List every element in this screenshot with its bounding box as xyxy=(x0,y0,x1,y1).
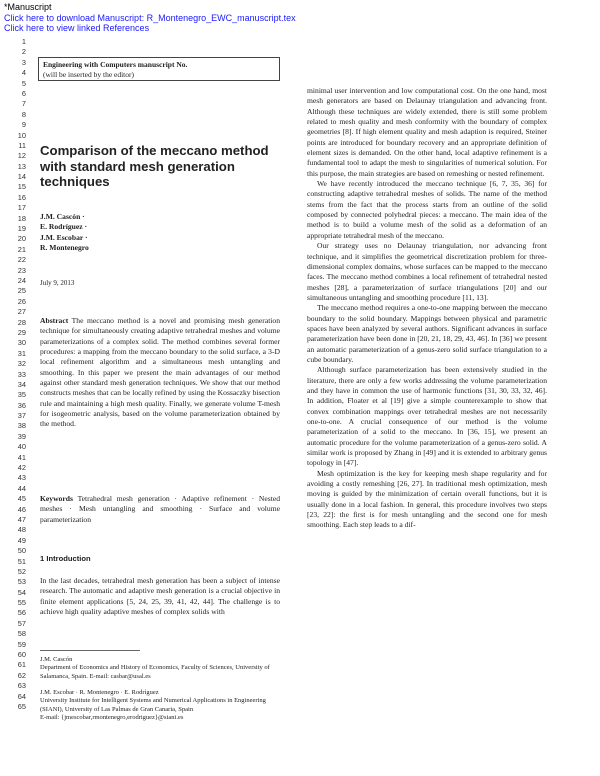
line-number: 42 xyxy=(17,463,26,473)
line-number: 32 xyxy=(17,359,26,369)
line-number: 34 xyxy=(17,379,26,389)
line-number: 11 xyxy=(18,140,26,150)
line-number: 33 xyxy=(17,369,26,379)
line-number: 49 xyxy=(17,535,26,545)
affiliation-second xyxy=(40,689,285,723)
paragraph: Our strategy uses no Delaunay triangulation, nor advancing front technique, and it simplifies the geometrical discretization problem for three-dimensional complex domains, whose surfaces can be mapped to the meccano faces. The meccano method combines a local refinement of tetrahedral nested meshes [28], a parameterization of surface triangulations [20] and our simultaneous untangling and smoothing procedure [11, 13]. xyxy=(307,241,547,302)
footnote-rule xyxy=(40,650,140,651)
line-number: 18 xyxy=(17,213,26,223)
author-list xyxy=(40,212,89,254)
line-number: 28 xyxy=(17,317,26,327)
manuscript-label: *Manuscript xyxy=(4,2,52,12)
line-number: 56 xyxy=(17,608,26,618)
line-number: 22 xyxy=(17,255,26,265)
line-number: 41 xyxy=(17,452,26,462)
line-number: 50 xyxy=(17,546,26,556)
line-number: 27 xyxy=(17,307,26,317)
line-number: 19 xyxy=(17,224,26,234)
line-number: 23 xyxy=(17,265,26,275)
abstract xyxy=(40,316,280,430)
paragraph: We have recently introduced the meccano technique [6, 7, 35, 36] for constructing adaptive tetrahedral meshes of solids. The name of the method stems from the fact that the process starts from an outline of the solid composed by connected polyhedral pieces: a meccano. The main idea of the method is to build a volume mesh of the solid as a deformation of an appropriate tetrahedral mesh of the meccano. xyxy=(307,179,547,240)
line-number: 45 xyxy=(17,494,26,504)
line-number: 60 xyxy=(17,650,26,660)
line-number: 62 xyxy=(17,670,26,680)
line-number: 52 xyxy=(17,566,26,576)
journal-box xyxy=(38,57,280,81)
intro-paragraph: In the last decades, tetrahedral mesh generation has been a subject of intense research. The automatic and adaptive mesh generation is a crucial objective in finite element applications [5, 24, 25, 39, 41, 42, 44]. The challenge is to achieve high quality adaptive meshes of complex solids with xyxy=(40,576,280,617)
line-number: 2 xyxy=(21,47,26,57)
keywords-label: Keywords xyxy=(40,494,73,503)
line-number: 21 xyxy=(17,244,26,254)
paragraph: minimal user intervention and low computational cost. On the one hand, most mesh generators are based on Delaunay triangulation and advancing front. Although these techniques are widely extended, there is still some problem related to mesh quality and mesh conformity with the boundary of complex geometries [8]. If high element quality and mesh adaption is required, Steiner points are introduced for boundary recovery and an appropriate definition of element sizes is demanded. On the other hand, local adaptive refinement is a fundamental tool to adapt the mesh to singularities of numerical solution. For this purpose, the main strategies are based on remeshing or nested refinement. xyxy=(307,86,547,178)
section-heading: 1 Introduction xyxy=(40,554,91,563)
line-number: 39 xyxy=(17,431,26,441)
line-number: 31 xyxy=(17,348,26,358)
line-number: 20 xyxy=(17,234,26,244)
line-number: 37 xyxy=(17,411,26,421)
author: J.M. Escobar · xyxy=(40,232,88,242)
line-number: 47 xyxy=(17,514,26,524)
line-number: 26 xyxy=(17,296,26,306)
line-number: 65 xyxy=(17,702,26,711)
line-number: 58 xyxy=(17,629,26,639)
line-number: 44 xyxy=(17,483,26,493)
line-number: 51 xyxy=(17,556,26,566)
line-number: 36 xyxy=(17,400,26,410)
editor-note: (will be inserted by the editor) xyxy=(43,69,135,79)
line-number: 25 xyxy=(17,286,26,296)
line-number: 4 xyxy=(21,68,26,78)
line-number: 61 xyxy=(17,660,26,670)
line-number: 30 xyxy=(17,338,26,348)
right-column xyxy=(307,86,547,531)
author: R. Montenegro xyxy=(40,243,89,253)
paper-title: Comparison of the meccano method with standard mesh generation techniques xyxy=(40,143,269,189)
line-number: 16 xyxy=(17,192,26,202)
keywords-text: Tetrahedral mesh generation · Adaptive refinement · Nested meshes · Mesh untangling and smoothing · Surface and volume parameterization xyxy=(40,494,281,524)
manuscript-header xyxy=(4,2,296,34)
line-number: 9 xyxy=(21,120,26,130)
affiliation-text: J.M. Escobar · R. Montenegro · E. Rodríguez University Institute for Intelligent Systems and Numerical Applications in Engineering (SIANI), University of Las Palmas de Gran Canaria, Spain E-mail: {jmescobar,rmontenegro,erodriguez}@siani.es xyxy=(40,689,266,722)
line-number: 24 xyxy=(17,275,26,285)
line-number: 43 xyxy=(17,473,26,483)
line-number: 14 xyxy=(17,172,26,182)
paper-date: July 9, 2013 xyxy=(40,279,75,287)
journal-name: Engineering with Computers manuscript No. xyxy=(43,60,188,69)
line-number: 7 xyxy=(21,99,26,109)
abstract-label: Abstract xyxy=(40,316,69,325)
paragraph: The meccano method requires a one-to-one mapping between the meccano boundary to the solid boundary. Mappings between physical and parametric spaces have been analyzed by several authors. Significant advances in surface parameterization have been done in [20, 21, 18, 29, 43, 46]. In [36] we present an automatic parameterization of a genus-zero solid surface triangulation to a cube boundary. xyxy=(307,303,547,364)
line-number: 12 xyxy=(17,151,26,161)
line-number: 8 xyxy=(21,109,26,119)
line-number: 1 xyxy=(21,37,26,46)
line-number: 3 xyxy=(21,57,26,67)
line-number: 57 xyxy=(17,618,26,628)
line-number: 59 xyxy=(17,639,26,649)
line-number: 53 xyxy=(17,577,26,587)
affiliation-text: J.M. Cascón Department of Economics and History of Economics, Faculty of Sciences, University of Salamanca, Spain. E-mail: casbar@usal.es xyxy=(40,656,270,680)
line-number: 48 xyxy=(17,525,26,535)
line-number: 17 xyxy=(17,203,26,213)
author: E. Rodríguez · xyxy=(40,222,88,232)
affiliation-first xyxy=(40,656,285,681)
view-references-link[interactable]: Click here to view linked References xyxy=(4,23,150,33)
line-number: 15 xyxy=(17,182,26,192)
line-number: 38 xyxy=(17,421,26,431)
download-manuscript-link[interactable]: Click here to download Manuscript: R_Montenegro_EWC_manuscript.tex xyxy=(4,12,296,23)
line-number: 40 xyxy=(17,442,26,452)
line-number: 63 xyxy=(17,681,26,691)
line-numbers xyxy=(0,37,26,712)
paragraph: Mesh optimization is the key for keeping mesh shape regularity and for avoiding a costly remeshing [26, 27]. In traditional mesh optimization, mesh moving is guided by the minimization of certain overall functions, but it is usually done in a local fashion. In general, this procedure involves two steps [23, 22]: the first is for mesh untangling and the second one for mesh smoothing. Each step leads to a dif- xyxy=(307,468,547,530)
line-number: 6 xyxy=(21,88,26,98)
line-number: 46 xyxy=(17,504,26,514)
line-number: 13 xyxy=(17,161,26,171)
line-number: 64 xyxy=(17,691,26,701)
line-number: 55 xyxy=(17,598,26,608)
line-number: 5 xyxy=(21,78,26,88)
abstract-text: The meccano method is a novel and promising mesh generation technique for simultaneously creating adaptive tetrahedral meshes and volume parameterizations of a complex solid. The method combines several former procedures: a mapping from the meccano boundary to the solid surface, a 3-D local refinement algorithm and a simultaneous mesh untangling and smoothing. In this paper we present the main advantages of our method against other standard mesh generation techniques. We show that our method constructs meshes that can be locally refined by using the Kossaczky bisection rule and maintaining a high mesh quality. Finally, we generate volume T-mesh for isogeometric analysis, based on the volume parameterization obtained by the method. xyxy=(40,316,281,429)
author: J.M. Cascón · xyxy=(40,212,85,221)
line-number: 35 xyxy=(17,390,26,400)
line-number: 10 xyxy=(17,130,26,140)
keywords xyxy=(40,494,280,525)
line-number: 54 xyxy=(17,587,26,597)
paragraph: Although surface parameterization has been extensively studied in the literature, there are only a few works addressing the volume parameterization and they have in common the use of harmonic functions [31, 30, 33, 32, 46]. In addition, Floater et al [19] give a simple counterexample to show that convex combination mappings over tetrahedral meshes are not necessarily one-to-one. A crucial consequence of our method is the volume parameterization of a solid to the meccano. In [36, 15], we present an automatic procedure for the volume parameterization of a genus-zero solid. A similar work is proposed by Zhang in [49] and it is extended to arbitrary genus topology in [47]. xyxy=(307,365,547,468)
line-number: 29 xyxy=(17,327,26,337)
